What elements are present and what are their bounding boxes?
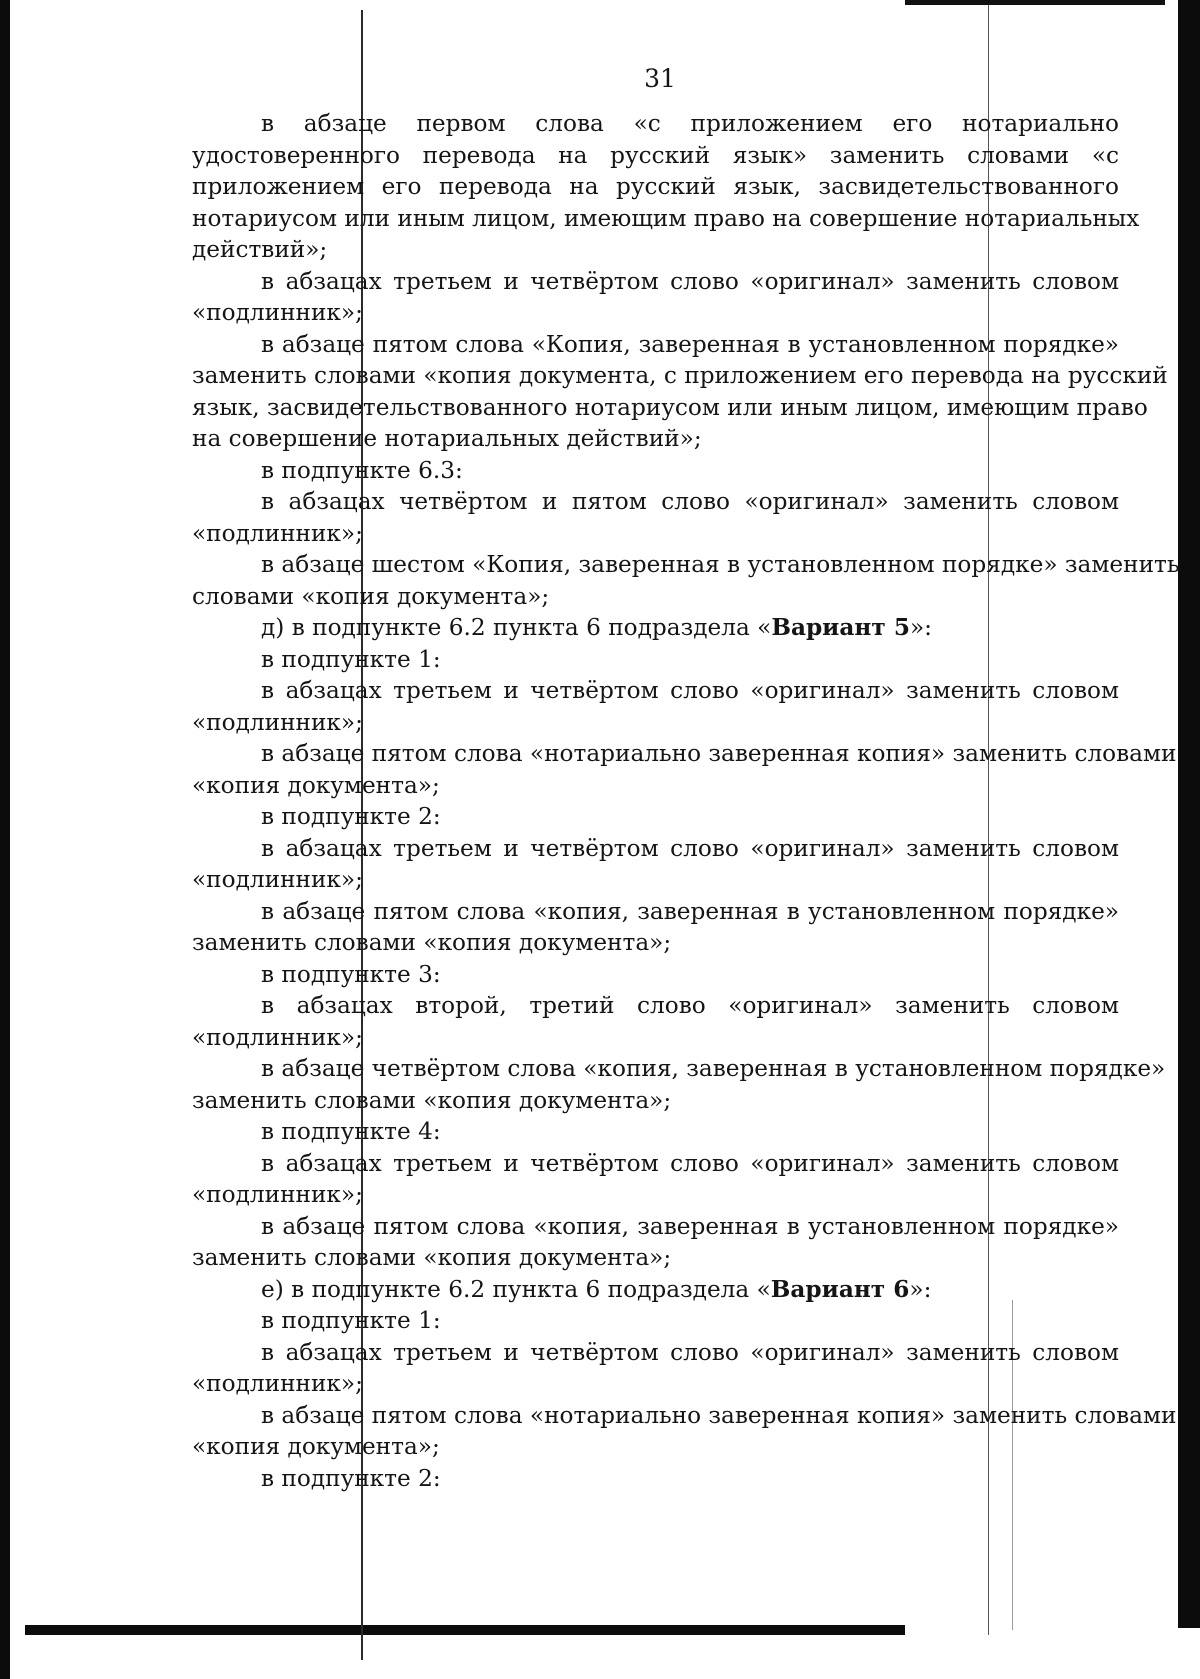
- scan-right-edge: [1178, 0, 1200, 1628]
- text-line: в абзаце пятом слова «нотариально заверенная копия» заменить словами: [261, 1401, 1177, 1429]
- text-line: в абзацах третьем и четвёртом слово «оригинал» заменить словом: [261, 834, 1119, 862]
- text-line: «подлинник»;: [192, 519, 363, 547]
- text-line: в подпункте 4:: [261, 1118, 441, 1145]
- text-line: «подлинник»;: [192, 299, 363, 326]
- text-line: в абзацах третьем и четвёртом слово «оригинал» заменить словом: [261, 1149, 1119, 1177]
- text-line: е) в подпункте 6.2 пункта 6 подраздела «Вариант 6»:: [261, 1275, 932, 1303]
- text-line: в абзаце пятом слова «копия, заверенная в установленном порядке»: [261, 1212, 1119, 1240]
- text-line: заменить словами «копия документа»;: [192, 929, 672, 956]
- text-line: в абзацах третьем и четвёртом слово «оригинал» заменить словом: [261, 677, 1119, 704]
- text-line: на совершение нотариальных действий»;: [192, 425, 702, 452]
- text-line: в подпункте 1:: [261, 645, 441, 673]
- text-line: в абзацах второй, третий слово «оригинал» заменить словом: [261, 992, 1119, 1019]
- text-line: в абзаце пятом слова «копия, заверенная в установленном порядке»: [261, 897, 1119, 925]
- text-line: «копия документа»;: [192, 1433, 440, 1460]
- page-number: 31: [644, 64, 676, 93]
- scan-bottom-edge: [25, 1625, 905, 1635]
- text-line: в абзаце четвёртом слова «копия, заверенная в установленном порядке»: [261, 1055, 1166, 1082]
- text-line: в абзацах третьем и четвёртом слово «оригинал» заменить словом: [261, 267, 1119, 295]
- text-line: нотариусом или иным лицом, имеющим право на совершение нотариальных: [192, 204, 1140, 232]
- text-line: в подпункте 1:: [261, 1307, 441, 1334]
- text-line: приложением его перевода на русский язык, засвидетельствованного: [192, 173, 1119, 200]
- text-line: в абзаце пятом слова «нотариально заверенная копия» заменить словами: [261, 740, 1177, 767]
- text-line: «подлинник»;: [192, 1023, 363, 1051]
- text-line: в абзаце шестом «Копия, заверенная в установленном порядке» заменить: [261, 551, 1180, 578]
- text-line: в абзаце первом слова «с приложением его нотариально: [261, 110, 1119, 137]
- text-line: в абзацах третьем и четвёртом слово «оригинал» заменить словом: [261, 1338, 1119, 1366]
- text-line: «подлинник»;: [192, 1370, 363, 1397]
- text-line: в подпункте 3:: [261, 960, 441, 988]
- text-line: «подлинник»;: [192, 708, 363, 736]
- text-line: в подпункте 6.3:: [261, 456, 463, 484]
- text-line: удостоверенного перевода на русский язык» заменить словами «с: [192, 141, 1119, 169]
- text-line: язык, засвидетельствованного нотариусом или иным лицом, имеющим право: [192, 393, 1148, 421]
- scan-left-edge: [0, 0, 10, 1679]
- document-body: [192, 108, 1180, 1494]
- text-line: заменить словами «копия документа, с приложением его перевода на русский: [192, 362, 1168, 389]
- text-line: в подпункте 2:: [261, 1464, 441, 1492]
- text-line: в абзацах четвёртом и пятом слово «оригинал» заменить словом: [261, 488, 1119, 515]
- text-line: в подпункте 2:: [261, 803, 441, 830]
- scan-top-edge: [905, 0, 1165, 5]
- text-line: в абзаце пятом слова «Копия, заверенная в установленном порядке»: [261, 330, 1119, 358]
- text-line: «подлинник»;: [192, 1181, 363, 1208]
- text-line: д) в подпункте 6.2 пункта 6 подраздела «Вариант 5»:: [261, 614, 932, 641]
- text-line: заменить словами «копия документа»;: [192, 1086, 672, 1114]
- text-line: «подлинник»;: [192, 866, 363, 893]
- text-line: действий»;: [192, 236, 328, 263]
- text-line: словами «копия документа»;: [192, 582, 550, 610]
- text-line: «копия документа»;: [192, 771, 440, 799]
- text-line: заменить словами «копия документа»;: [192, 1244, 672, 1271]
